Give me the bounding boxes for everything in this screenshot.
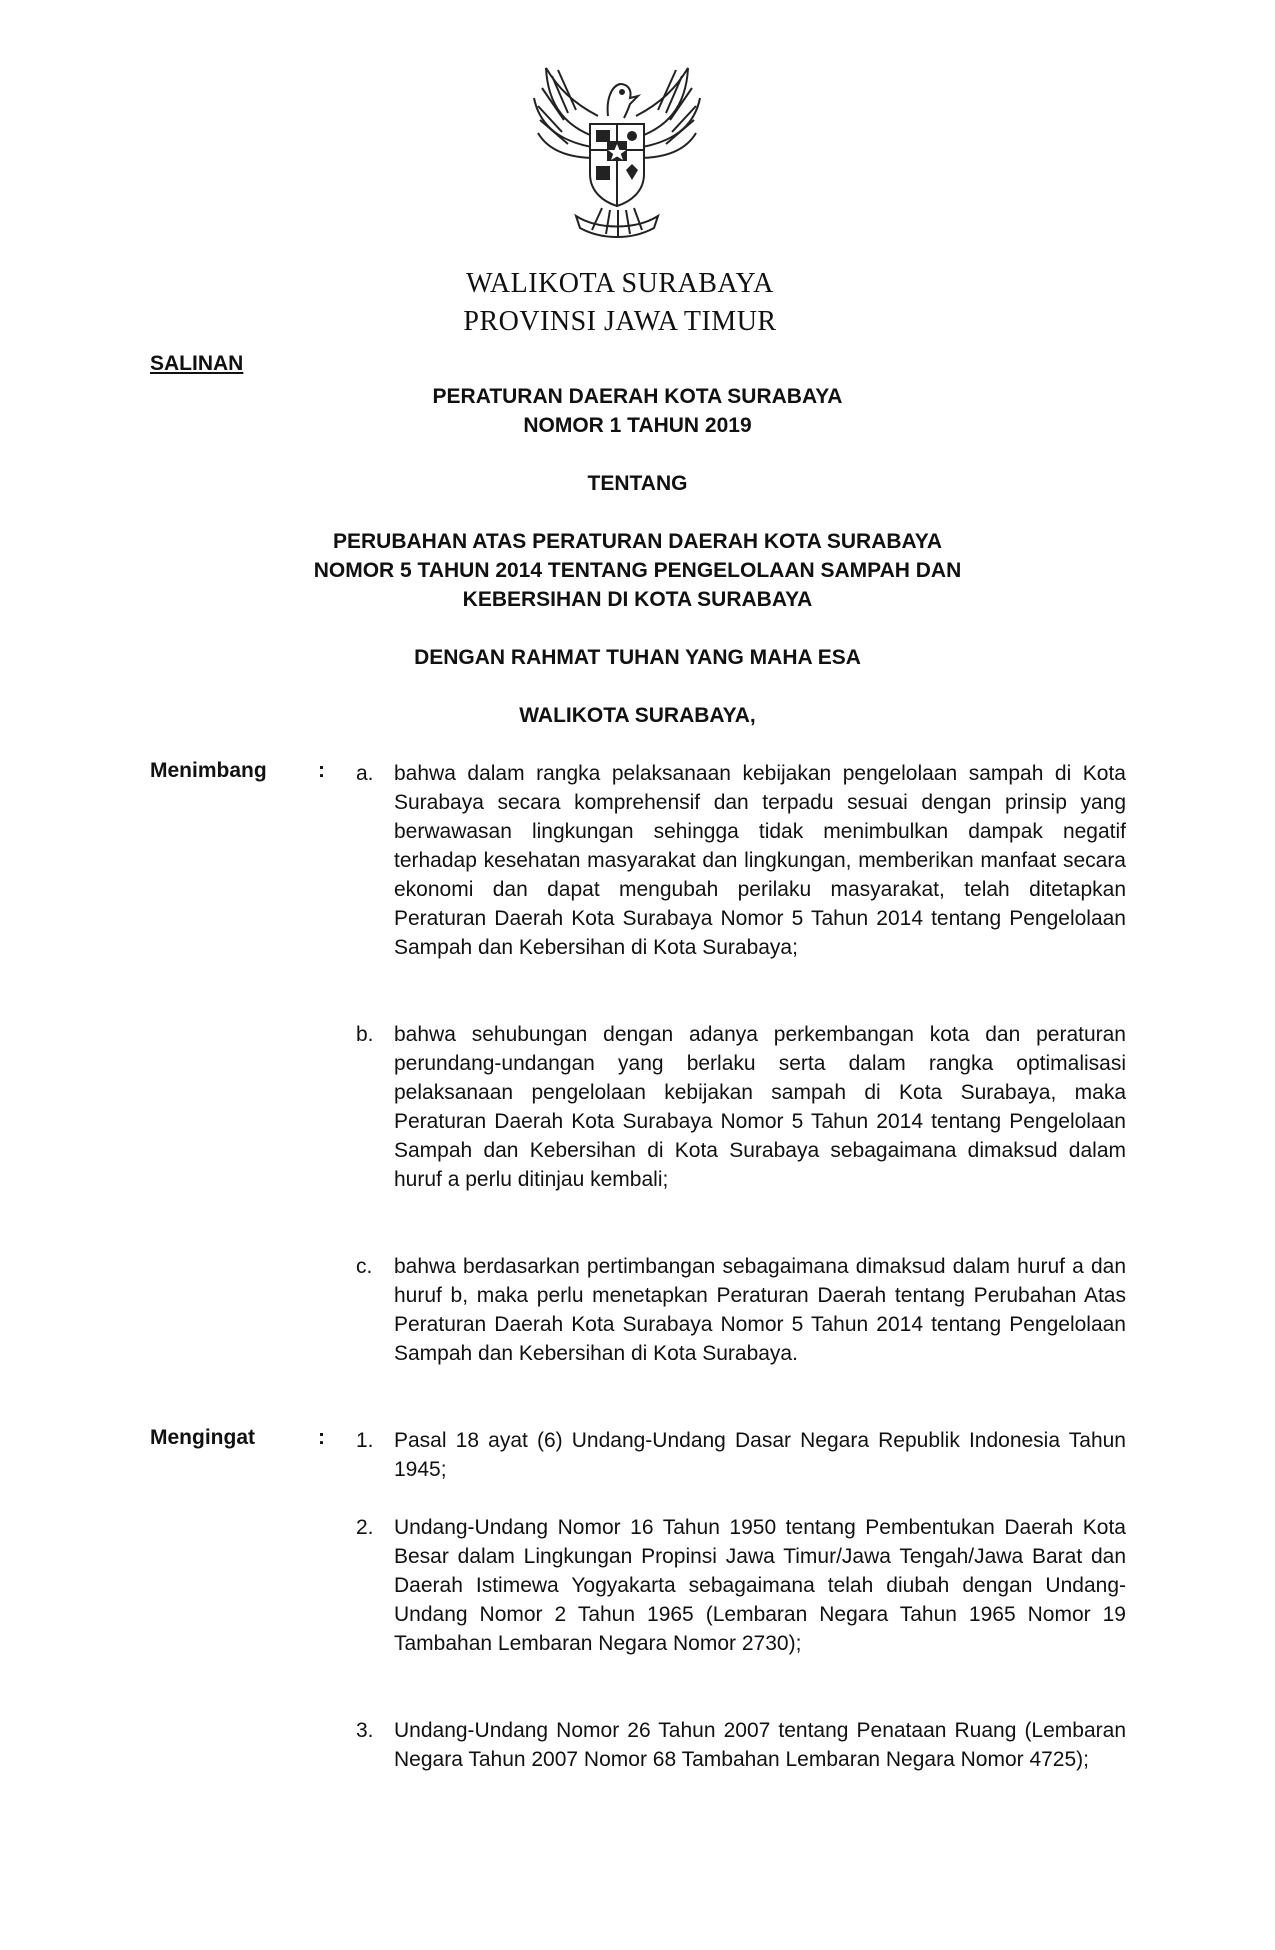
item-marker: 2. [356, 1516, 374, 1539]
menimbang-colon: : [318, 759, 325, 782]
item-text: Undang-Undang Nomor 26 Tahun 2007 tentang Penataan Ruang (Lembaran Negara Tahun 2007 Nomor 68 Tambahan Lembaran Negara Nomor 4725); [394, 1719, 1126, 1771]
city-heading: WALIKOTA SURABAYA [466, 268, 774, 299]
subject-line-2: NOMOR 5 TAHUN 2014 TENTANG PENGELOLAAN SAMPAH DAN [313, 559, 962, 582]
item-marker: b. [356, 1023, 374, 1046]
menimbang-item-b [356, 1020, 1126, 1194]
item-text: Pasal 18 ayat (6) Undang-Undang Dasar Negara Republik Indonesia Tahun 1945; [394, 1429, 1126, 1481]
menimbang-item-a [356, 759, 1126, 962]
item-marker: c. [356, 1255, 373, 1278]
about-heading: TENTANG [587, 472, 688, 495]
item-marker: 1. [356, 1429, 374, 1452]
province-heading: PROVINSI JAWA TIMUR [463, 306, 777, 337]
mengingat-item-1 [356, 1426, 1126, 1484]
mengingat-item-3 [356, 1716, 1126, 1774]
menimbang-item-c [356, 1252, 1126, 1368]
regulation-number: NOMOR 1 TAHUN 2019 [523, 414, 752, 437]
garuda-emblem-icon [528, 58, 706, 244]
item-text: bahwa sehubungan dengan adanya perkembangan kota dan peraturan perundang-undangan yang berlaku serta dalam rangka optimalisasi pelaksanaan pengelolaan kebijakan sampah di Kota Surabaya, maka Peraturan Daerah Kota Surabaya Nomor 5 Tahun 2014 tentang Pengelolaan Sampah dan Kebersihan di Kota Surabaya sebagaimana dimaksud dalam huruf a perlu ditinjau kembali; [394, 1023, 1126, 1191]
item-text: Undang-Undang Nomor 16 Tahun 1950 tentang Pembentukan Daerah Kota Besar dalam Lingkungan Propinsi Jawa Timur/Jawa Tengah/Jawa Barat dan Daerah Istimewa Yogyakarta sebagaimana telah diubah dengan Undang-Undang Nomor 2 Tahun 1965 (Lembaran Negara Tahun 1965 Nomor 19 Tambahan Lembaran Negara Nomor 2730); [394, 1516, 1126, 1655]
copy-mark: SALINAN [150, 352, 244, 375]
item-marker: a. [356, 762, 374, 785]
item-text: bahwa dalam rangka pelaksanaan kebijakan pengelolaan sampah di Kota Surabaya secara komprehensif dan terpadu sesuai dengan prinsip yang berwawasan lingkungan sehingga tidak menimbulkan dampak negatif terhadap kesehatan masyarakat dan lingkungan, memberikan manfaat secara ekonomi dan dapat mengubah perilaku masyarakat, telah ditetapkan Peraturan Daerah Kota Surabaya Nomor 5 Tahun 2014 tentang Pengelolaan Sampah dan Kebersihan di Kota Surabaya; [394, 762, 1126, 959]
regulation-title: PERATURAN DAERAH KOTA SURABAYA [432, 385, 843, 408]
mengingat-item-2 [356, 1513, 1126, 1658]
item-text: bahwa berdasarkan pertimbangan sebagaimana dimaksud dalam huruf a dan huruf b, maka perlu menetapkan Peraturan Daerah tentang Perubahan Atas Peraturan Daerah Kota Surabaya Nomor 5 Tahun 2014 tentang Pengelolaan Sampah dan Kebersihan di Kota Surabaya. [394, 1255, 1126, 1365]
menimbang-label: Menimbang [150, 759, 267, 782]
subject-line-3: KEBERSIHAN DI KOTA SURABAYA [462, 588, 813, 611]
item-marker: 3. [356, 1719, 374, 1742]
mengingat-label: Mengingat [150, 1426, 255, 1449]
enactor-line: WALIKOTA SURABAYA, [519, 704, 756, 727]
subject-line-1: PERUBAHAN ATAS PERATURAN DAERAH KOTA SURABAYA [332, 530, 943, 553]
invocation-line: DENGAN RAHMAT TUHAN YANG MAHA ESA [414, 646, 861, 669]
mengingat-colon: : [318, 1426, 325, 1449]
